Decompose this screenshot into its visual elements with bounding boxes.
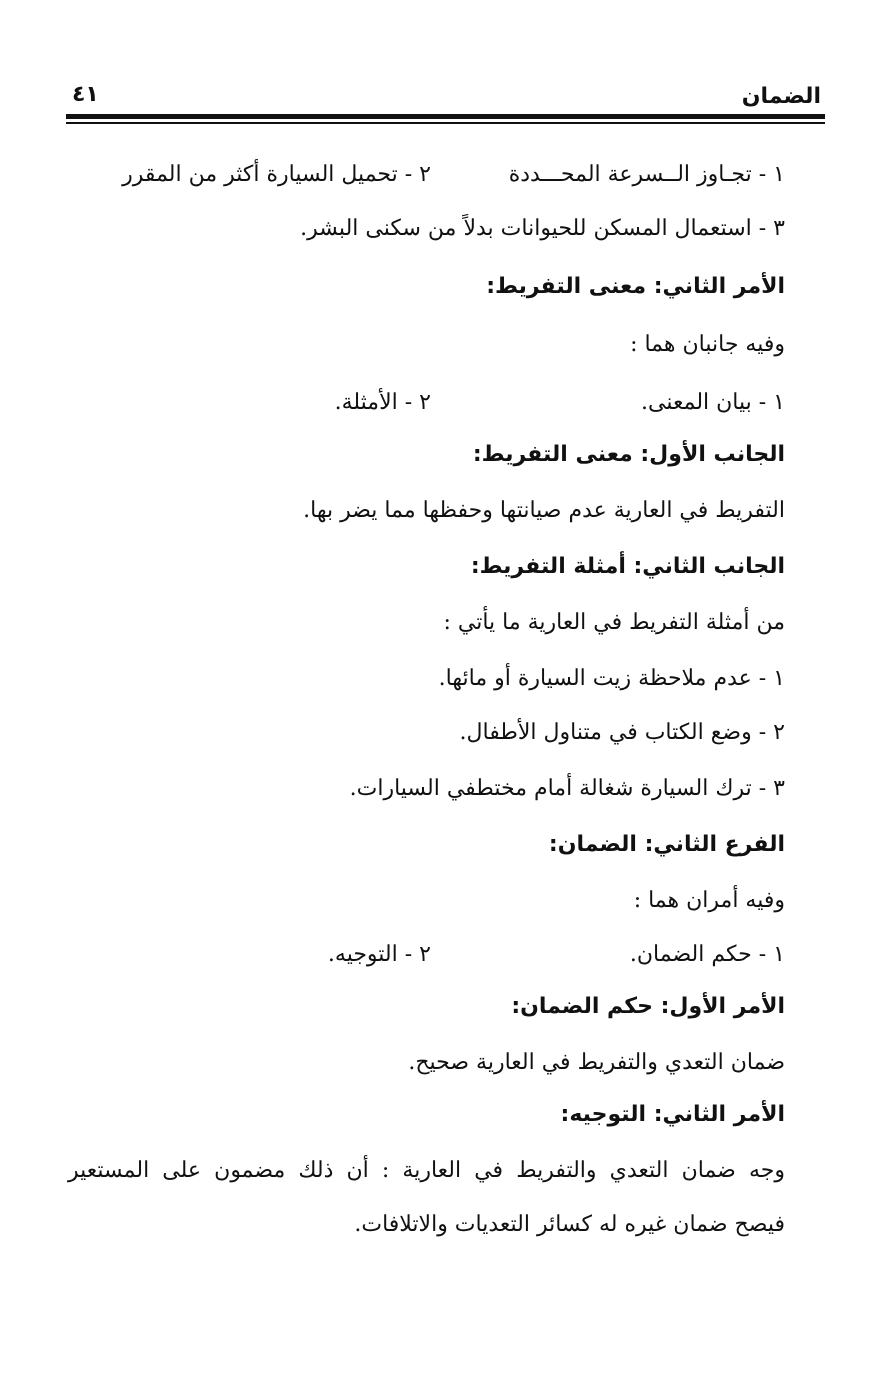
header-rule-thin (66, 122, 825, 124)
list-item: ١ - حكم الضمان. (629, 942, 785, 967)
paragraph: ضمان التعدي والتفريط في العارية صحيح. (408, 1050, 785, 1075)
section-heading: الجانب الأول: معنى التفريط: (472, 442, 785, 467)
paragraph: وفيه أمران هما : (633, 888, 785, 913)
list-item: ١ - تجـاوز الــسرعة المحـــددة (508, 162, 785, 187)
list-item: ١ - عدم ملاحظة زيت السيارة أو مائها. (438, 666, 785, 691)
list-item: ٢ - وضع الكتاب في متناول الأطفال. (459, 720, 785, 745)
section-heading: الفرع الثاني: الضمان: (548, 832, 785, 857)
header-rule-thick (66, 114, 825, 119)
paragraph: وجه ضمان التعدي والتفريط في العارية : أن ذلك مضمون على المستعير (68, 1158, 785, 1183)
list-item: ١ - بيان المعنى. (641, 390, 785, 415)
list-item: ٢ - تحميل السيارة أكثر من المقرر (122, 162, 431, 187)
list-item: ٢ - الأمثلة. (334, 390, 431, 415)
paragraph: التفريط في العارية عدم صيانتها وحفظها مما يضر بها. (303, 498, 785, 523)
page-number: ٤١ (72, 82, 99, 107)
section-heading: الأمر الثاني: معنى التفريط: (486, 274, 785, 299)
list-item: ٢ - التوجيه. (327, 942, 431, 967)
section-heading: الجانب الثاني: أمثلة التفريط: (470, 554, 785, 579)
list-item: ٣ - استعمال المسكن للحيوانات بدلاً من سكنى البشر. (300, 216, 785, 241)
paragraph: من أمثلة التفريط في العارية ما يأتي : (443, 610, 785, 635)
section-heading: الأمر الثاني: التوجيه: (560, 1102, 785, 1127)
running-header-title: الضمان (741, 84, 821, 109)
section-heading: الأمر الأول: حكم الضمان: (511, 994, 785, 1019)
paragraph: وفيه جانبان هما : (630, 332, 785, 357)
paragraph: فيصح ضمان غيره له كسائر التعديات والاتلافات. (354, 1212, 785, 1237)
list-item: ٣ - ترك السيارة شغالة أمام مختطفي السيارات. (349, 776, 785, 801)
